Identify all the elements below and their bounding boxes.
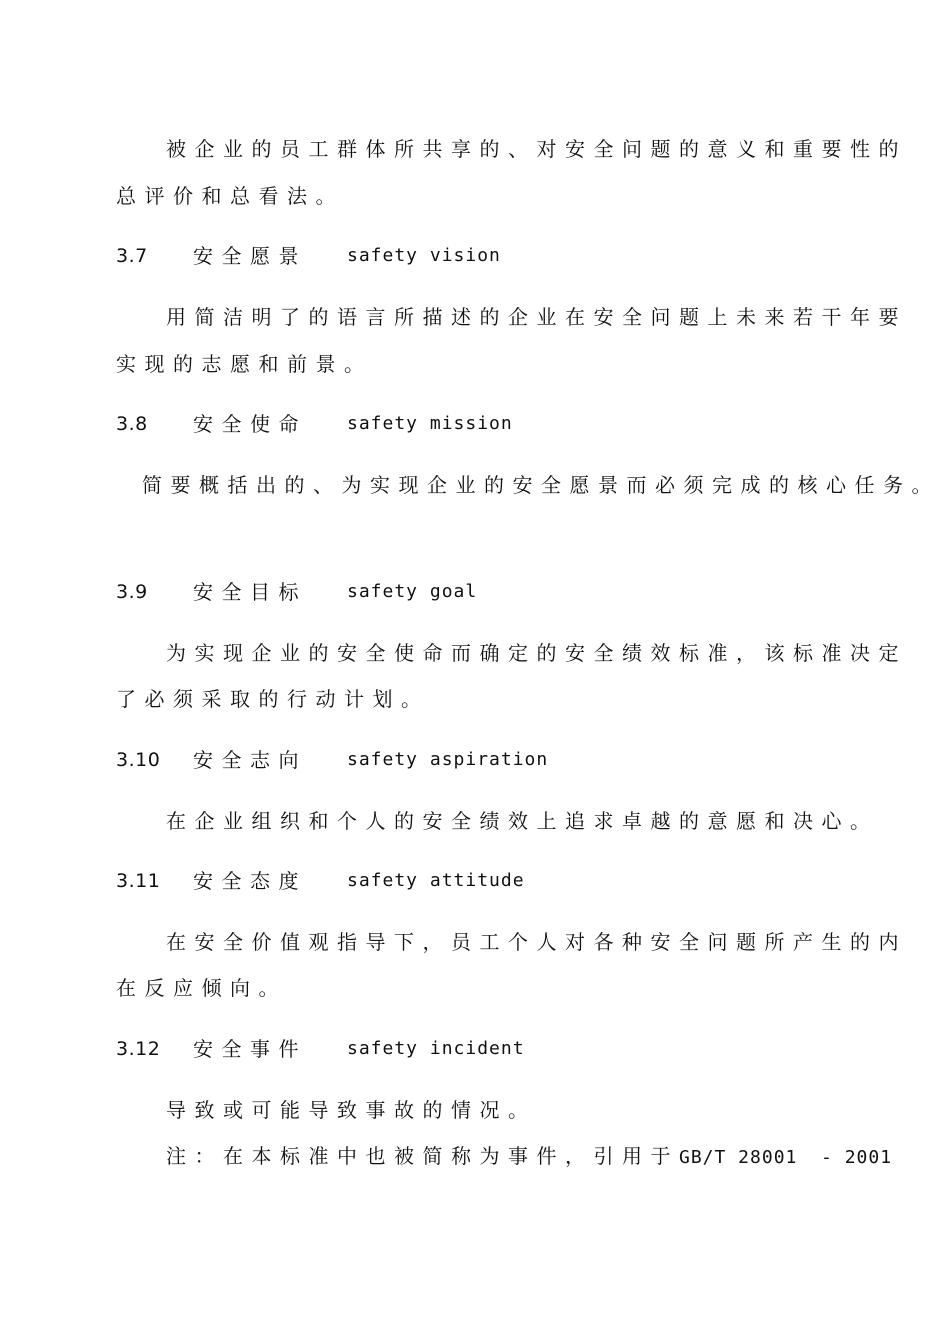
section-term-zh: 安全使命 [193,412,307,436]
section-number: 3.11 [116,870,161,892]
section-term-en: safety vision [347,245,501,266]
section-term-zh: 安全愿景 [193,244,307,268]
paragraph-line: 为实现企业的安全使命而确定的安全绩效标准，该标准决定 [166,641,907,665]
paragraph-line: 实现的志愿和前景。 [116,352,373,376]
section-number: 3.7 [116,245,148,267]
paragraph-line: 导致或可能导致事故的情况。 [166,1098,537,1122]
paragraph-line: 被企业的员工群体所共享的、对安全问题的意义和重要性的 [166,137,907,161]
section-term-zh: 安全志向 [193,748,307,772]
section-term-zh: 安全目标 [193,580,307,604]
section-number: 3.12 [116,1038,161,1060]
section-number: 3.9 [116,581,148,603]
note-text: 注：在本标准中也被简称为事件，引用于 [166,1144,679,1168]
section-term-en: safety incident [347,1038,525,1059]
section-number: 3.10 [116,749,161,771]
section-term-zh: 安全事件 [193,1037,307,1061]
paragraph-line: 总评价和总看法。 [116,184,344,208]
paragraph-line: 在反应倾向。 [116,976,287,1000]
note-line [166,1143,892,1171]
section-term-zh: 安全态度 [193,869,307,893]
section-term-en: safety mission [347,413,513,434]
note-standard-ref: GB/T 28001 - 2001 [679,1147,893,1168]
paragraph-line: 在安全价值观指导下，员工个人对各种安全问题所产生的内 [166,930,907,954]
section-term-en: safety aspiration [347,749,549,770]
section-number: 3.8 [116,413,148,435]
paragraph-line: 在企业组织和个人的安全绩效上追求卓越的意愿和决心。 [166,809,879,833]
section-term-en: safety goal [347,581,478,602]
paragraph-line: 简要概括出的、为实现企业的安全愿景而必须完成的核心任务。 [142,473,940,497]
paragraph-line: 用简洁明了的语言所描述的企业在安全问题上未来若干年要 [166,305,907,329]
paragraph-line: 了必须采取的行动计划。 [116,687,430,711]
section-term-en: safety attitude [347,870,525,891]
